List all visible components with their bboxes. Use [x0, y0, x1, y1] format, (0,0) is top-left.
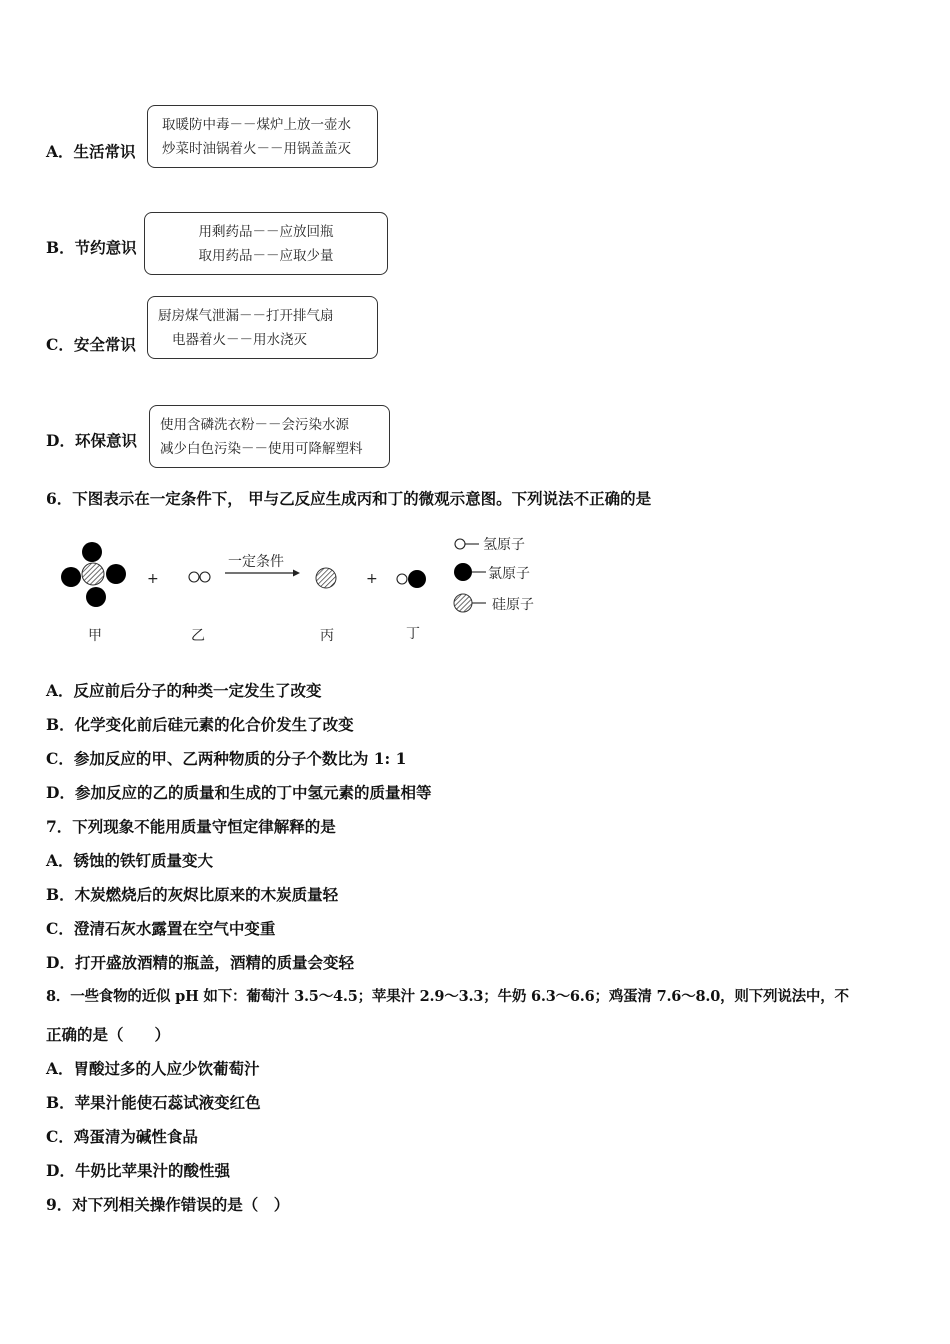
plus-sign-1: + — [147, 571, 159, 587]
q5-option-b-line1: 用剩药品－－应放回瓶 — [198, 223, 334, 240]
q5-option-a-label: A．生活常识 — [46, 142, 136, 161]
q8-option-a: A．胃酸过多的人应少饮葡萄汁 — [46, 1059, 260, 1078]
q7-option-a: A．锈蚀的铁钉质量变大 — [46, 851, 214, 870]
q5-option-c-label: C．安全常识 — [46, 335, 136, 354]
silicon-atom — [82, 563, 104, 585]
chlorine-atom — [82, 542, 102, 562]
q6-option-b: B．化学变化前后硅元素的化合价发生了改变 — [46, 715, 354, 734]
q5-option-b-label: B．节约意识 — [46, 238, 137, 257]
q5-option-d-label: D．环保意识 — [46, 431, 137, 450]
q7-option-b: B．木炭燃烧后的灰烬比原来的木炭质量轻 — [46, 885, 339, 904]
q5-option-a-line1: 取暖防中毒－－煤炉上放一壶水 — [162, 116, 351, 133]
q6-stem: 6．下图表示在一定条件下， 甲与乙反应生成丙和丁的微观示意图。下列说法不正确的是 — [46, 489, 652, 508]
q8-stem-line1: 8．一些食物的近似 pH 如下：葡萄汁 3.5～4.5；苹果汁 2.9～3.3；牛奶 6.3～6.6；鸡蛋清 7.6～8.0，则下列说法中，不 — [46, 988, 849, 1005]
label-bing: 丙 — [320, 628, 334, 644]
q7-stem: 7．下列现象不能用质量守恒定律解释的是 — [46, 817, 336, 836]
legend-silicon-label: 硅原子 — [492, 597, 534, 613]
legend-silicon-icon — [454, 594, 472, 612]
q9-stem: 9．对下列相关操作错误的是（ ） — [46, 1195, 290, 1214]
q7-option-d: D．打开盛放酒精的瓶盖，酒精的质量会变轻 — [46, 953, 354, 972]
legend-chlorine-label: 氯原子 — [488, 566, 530, 582]
q8-option-b: B．苹果汁能使石蕊试液变红色 — [46, 1093, 261, 1112]
q5-option-c-line1: 厨房煤气泄漏－－打开排气扇 — [158, 307, 334, 324]
legend-chlorine-icon — [454, 563, 472, 581]
q8-option-d: D．牛奶比苹果汁的酸性强 — [46, 1161, 230, 1180]
q5-option-a-box — [147, 105, 378, 168]
label-ding: 丁 — [406, 626, 420, 642]
legend-hydrogen-icon — [455, 539, 465, 549]
legend-hydrogen-label: 氢原子 — [483, 537, 525, 553]
q6-option-c: C．参加反应的甲、乙两种物质的分子个数比为 1: 1 — [46, 749, 407, 768]
legend — [454, 537, 534, 613]
q6-option-d: D．参加反应的乙的质量和生成的丁中氢元素的质量相等 — [46, 783, 432, 802]
arrow-condition-text: 一定条件 — [228, 554, 284, 570]
molecule-jia — [61, 542, 126, 607]
q5-option-d-box — [149, 405, 390, 468]
reaction-diagram — [55, 530, 565, 650]
q5-option-d-line2: 减少白色污染－－使用可降解塑料 — [160, 440, 363, 457]
label-yi: 乙 — [191, 628, 205, 644]
hydrogen-atom — [200, 572, 210, 582]
molecule-yi — [189, 572, 210, 582]
q5-option-b-line2: 取用药品－－应取少量 — [198, 247, 334, 264]
q5-option-c-box — [147, 296, 378, 359]
label-jia: 甲 — [88, 628, 102, 644]
chlorine-atom — [86, 587, 106, 607]
chlorine-atom — [61, 567, 81, 587]
chlorine-atom — [106, 564, 126, 584]
q5-option-a-line2: 炒菜时油锅着火－－用锅盖盖灭 — [162, 140, 351, 157]
q5-option-d-line1: 使用含磷洗衣粉－－会污染水源 — [160, 416, 349, 433]
molecule-bing-silicon-atom — [316, 568, 336, 588]
q5-option-b-box — [144, 212, 388, 275]
hydrogen-atom — [189, 572, 199, 582]
q7-option-c: C．澄清石灰水露置在空气中变重 — [46, 919, 276, 938]
hydrogen-atom — [397, 574, 407, 584]
plus-sign-2: + — [366, 571, 378, 587]
q5-option-c-line2: 电器着火－－用水浇灭 — [172, 331, 307, 348]
chlorine-atom — [408, 570, 426, 588]
molecule-ding — [397, 570, 426, 588]
q8-option-c: C．鸡蛋清为碱性食品 — [46, 1127, 198, 1146]
q6-option-a: A．反应前后分子的种类一定发生了改变 — [46, 681, 322, 700]
reaction-arrow — [225, 554, 300, 577]
q8-stem-line2: 正确的是（ ） — [46, 1025, 171, 1044]
